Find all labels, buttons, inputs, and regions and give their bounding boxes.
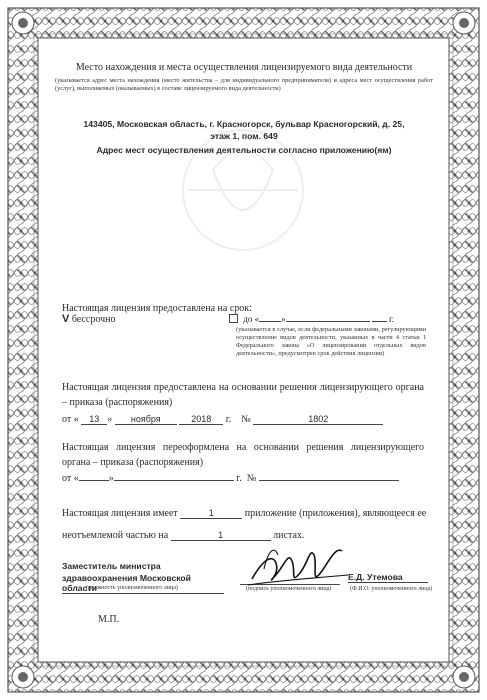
until-close: » xyxy=(281,314,286,324)
address-line-2: этаж 1, пом. 649 xyxy=(210,131,278,141)
term-note: (указывается в случае, если федеральными законами, регулирующими осуществление видов деятельности, указанных в части 4 статьи 1 Федерального закона «О лицензировании отдельных видов деятельности», предусмотрен срок действия лицензии) xyxy=(236,326,426,357)
address-line-3: Адрес мест осуществления деятельности согласно приложению(ям) xyxy=(96,145,392,155)
basis-date-row xyxy=(62,414,383,425)
header-note: (указывается адрес места нахождения (место жительства – для индивидуального предпринимателя) и адреса мест осуществления работ (услуг), выполняемых (оказываемых) в составе лицензируемого вида деятельности) xyxy=(55,77,433,92)
header-title: Место нахождения и места осуществления лицензируемого вида деятельности xyxy=(75,62,413,73)
reissue-from: от « xyxy=(62,473,79,484)
basis-text: Настоящая лицензия предоставлена на основании решения лицензирующего органа – приказа (распоряжения) xyxy=(62,382,424,408)
until-year-field[interactable] xyxy=(372,321,387,322)
until-g: г. xyxy=(389,314,395,324)
signer-position-2: здравоохранения Московской области xyxy=(62,573,224,594)
annex-count: 1 xyxy=(180,508,242,519)
basis-g: г. xyxy=(225,414,232,425)
stamp-place: М.П. xyxy=(98,614,120,625)
caption-sign: (подпись уполномоченного лица) xyxy=(246,586,332,592)
handwritten-signature xyxy=(244,541,354,601)
signer-position-1: Заместитель министра xyxy=(62,561,161,571)
reissue-g: г. xyxy=(236,473,242,484)
term-indefinite: бессрочно xyxy=(71,314,116,325)
annex-suffix-2: листах. xyxy=(273,530,305,541)
signer-name: Е.Д. Утемова xyxy=(348,572,428,583)
address-line-1: 143405, Московская область, г. Красногорск, бульвар Красногорский, д. 25, xyxy=(83,119,405,129)
checkmark: V xyxy=(62,313,70,325)
checkbox-until[interactable] xyxy=(229,314,238,323)
basis-month: ноября xyxy=(115,414,177,425)
reissue-date-row xyxy=(62,473,399,484)
reissue-no: № xyxy=(246,473,257,484)
term-until xyxy=(229,314,394,324)
until-day-field[interactable] xyxy=(259,321,281,322)
caption-name: (Ф.И.О. уполномоченного лица) xyxy=(350,586,433,592)
basis-no: № xyxy=(241,414,251,425)
reissue-number-field[interactable] xyxy=(259,480,399,481)
until-open: до « xyxy=(243,314,260,324)
until-month-field[interactable] xyxy=(286,321,370,322)
basis-close: » xyxy=(107,414,113,425)
reissue-text: Настоящая лицензия переоформлена на основании решения лицензирующего органа – приказа (распоряжения) xyxy=(62,442,424,468)
caption-position: (должность уполномоченного лица) xyxy=(86,585,178,591)
annex-prefix: Настоящая лицензия имеет xyxy=(62,508,178,519)
annex-pages: 1 xyxy=(171,530,271,541)
basis-from: от « xyxy=(62,414,79,425)
annex-row-2 xyxy=(62,530,304,541)
basis-day: 13 xyxy=(81,414,107,425)
reissue-day-field[interactable] xyxy=(79,480,109,481)
basis-year: 2018 xyxy=(179,414,223,425)
annex-prefix-2: неотъемлемой частью на xyxy=(62,530,169,541)
reissue-month-field[interactable] xyxy=(114,480,234,481)
basis-number: 1802 xyxy=(253,414,383,425)
reissue-close: » xyxy=(108,473,114,484)
annex-row-1 xyxy=(62,508,426,519)
term-label: Настоящая лицензия предоставлена на срок: xyxy=(62,303,252,314)
annex-suffix: приложение (приложения), являющееся ее xyxy=(244,508,427,519)
